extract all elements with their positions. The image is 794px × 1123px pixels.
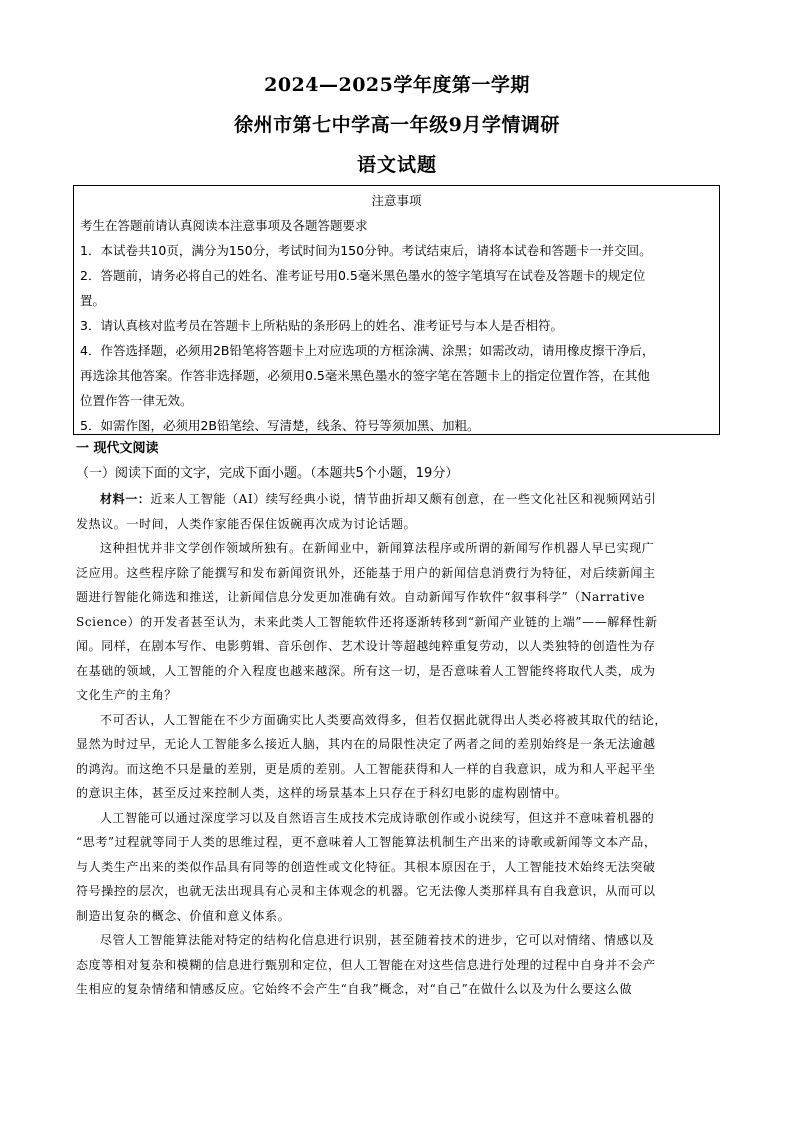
notice-line: 1．本试卷共10页，满分为150分，考试时间为150分钟。考试结束后，请将本试卷和答题卡一并交回。 [80,243,652,258]
material-label: 材料一： [100,492,151,506]
notice-box [73,185,720,435]
section-subheading: （一）阅读下面的文字，完成下面小题。（本题共5个小题，19分） [76,466,459,481]
notice-line: 2．答题前，请务必将自己的姓名、准考证号用0.5毫米黑色墨水的签字笔填写在试卷及答题卡的规定位 [80,268,646,283]
passage-line: 的意识主体，甚至反过来控制人类，这样的场景基本上只存在于科幻电影的虚构剧情中。 [76,786,568,800]
passage-line: 生相应的复杂情绪和情感反应。它始终不会产生“自我”概念，对“自己”在做什么以及为什么要这么做 [76,982,633,996]
passage-line: “思考”过程就等同于人类的思维过程，更不意味着人工智能算法机制生产出来的诗歌或新闻等文本产品， [76,835,657,849]
passage-line: 在基础的领域，人工智能的介入程度也越来越深。所有这一切，是否意味着人工智能终将取代人类，成为 [76,663,656,678]
notice-title: 注意事项 [371,193,422,208]
passage-line: 态度等相对复杂和模糊的信息进行甄别和定位，但人工智能在对这些信息进行处理的过程中自身并不会产 [76,957,656,972]
term-title: 2024—2025学年度第一学期 [264,74,530,96]
passage-text: 近来人工智能（AI）续写经典小说，情节曲折却又颇有创意，在一些文化社区和视频网站引 [150,492,657,506]
passage-line: 符号操控的层次，也就无法出现具有心灵和主体观念的机器。它无法像人类那样具有自我意识，从而可以 [76,884,656,898]
passage-line: 制造出复杂的概念、价值和意义体系。 [76,908,291,923]
notice-line: 5．如需作图，必须用2B铅笔绘、写清楚，线条、符号等须加黑、加粗。 [80,418,480,433]
notice-line: 3．请认真核对监考员在答题卡上所粘贴的条形码上的姓名、准考证号与本人是否相符。 [80,318,563,333]
subject-title: 语文试题 [356,154,437,176]
notice-line: 位置作答一律无效。 [80,393,193,408]
passage-line: 题进行智能化筛选和推送，让新闻信息分发更加准确有效。自动新闻写作软件“叙事科学”（Narrative [76,590,646,604]
notice-line: 置。 [80,293,106,308]
passage-line: 尽管人工智能算法能对特定的结构化信息进行识别，甚至随着技术的进步，它可以对情绪、情感以及 [100,933,655,947]
passage-line: 文化生产的主角？ [76,688,177,702]
section-heading: 一 现代文阅读 [76,441,159,456]
passage-line: 闻。同样，在剧本写作、电影剪辑、音乐创作、艺术设计等超越纯粹重复劳动，以人类独特的创造性为存 [76,639,656,653]
passage-line: 的鸿沟。而这绝不只是量的差别，更是质的差别。人工智能获得和人一样的自我意识，成为和人平起平坐 [76,761,656,776]
passage-line: Science）的开发者甚至认为，未来此类人工智能软件还将逐渐转移到“新闻产业链的上端”——解释性新 [76,614,658,629]
passage-body [76,487,720,1002]
passage-line: 显然为时过早，无论人工智能多么接近人脑，其内在的局限性决定了两者之间的差别始终是一条无法逾越 [76,737,656,751]
passage-line: 发热议。一时间，人类作家能否保住饭碗再次成为讨论话题。 [76,516,417,531]
passage-line: 与人类生产出来的类似作品具有同等的创造性或文化特征。其根本原因在于，人工智能技术始终无法突破 [76,859,656,874]
notice-line: 考生在答题前请认真阅读本注意事项及各题答题要求 [80,218,368,233]
passage-line [76,487,720,512]
passage-line: 这种担忧并非文学创作领域所独有。在新闻业中，新闻算法程序或所谓的新闻写作机器人早已实现广 [100,541,655,555]
exam-title: 徐州市第七中学高一年级9月学情调研 [234,114,560,136]
notice-line: 再选涂其他答案。作答非选择题，必须用0.5毫米黑色墨水的签字笔在答题卡上的指定位置作答，在其他 [80,368,650,383]
passage-line: 泛应用。这些程序除了能撰写和发布新闻资讯外，还能基于用户的新闻信息消费行为特征，对后续新闻主 [76,565,656,580]
passage-line: 人工智能可以通过深度学习以及自然语言生成技术完成诗歌创作或小说续写，但这并不意味着机器的 [100,810,655,825]
passage-line: 不可否认，人工智能在不少方面确实比人类要高效得多，但若仅据此就得出人类必将被其取代的结论， [100,712,668,727]
notice-line: 4．作答选择题，必须用2B铅笔将答题卡上对应选项的方框涂满、涂黑；如需改动，请用橡皮擦干净后， [80,343,655,358]
